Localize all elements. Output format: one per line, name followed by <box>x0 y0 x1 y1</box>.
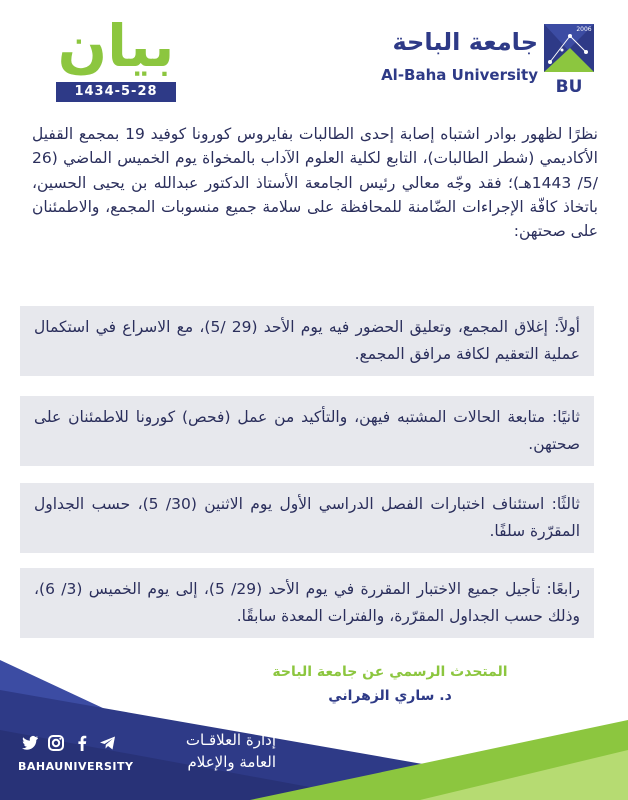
spokesman-title: المتحدث الرسمي عن جامعة الباحة <box>272 664 508 680</box>
twitter-icon[interactable] <box>20 733 40 753</box>
statement-date: 1434-5-28 <box>56 82 176 102</box>
social-icons <box>20 733 130 753</box>
statement-header <box>56 14 176 102</box>
university-emblem-icon <box>540 22 598 98</box>
facebook-icon[interactable] <box>72 733 92 753</box>
logo-english-name: Al-Baha University <box>381 66 538 84</box>
university-logo <box>378 22 598 100</box>
telegram-icon[interactable] <box>98 733 118 753</box>
department-line-2: العامة والإعلام <box>187 753 276 771</box>
statement-point-1: أولاً: إغلاق المجمع، وتعليق الحضور فيه يوم الأحد (29 /5)، مع الاسراع في استكمال عملية التعقيم لكافة مرافق المجمع. <box>20 306 594 376</box>
spokesman-name: د. ساري الزهراني <box>328 688 452 704</box>
statement-point-3: ثالثًا: استئناف اختبارات الفصل الدراسي الأول يوم الاثنين (30/ 5)، حسب الجداول المقرّرة سلفًا. <box>20 483 594 553</box>
statement-intro: نظرًا لظهور بوادر اشتباه إصابة إحدى الطالبات بفايروس كورونا كوفيد 19 بمجمع القفيل الأكاديمي (شطر الطالبات)، التابع لكلية العلوم الآداب بالمخواة يوم الخميس الماضي (26 /5/ 1443هـ)؛ فقد وجّه معالي رئيس الجامعة الأستاذ الدكتور عبدالله بن يحيى الحسين، باتخاذ كافّة الإجراءات الضّامنة للمحافظة على سلامة جميع منسوبات المجمع، والاطمئنان على صحتهن: <box>32 125 598 241</box>
statement-title: بيان <box>57 12 175 80</box>
instagram-icon[interactable] <box>46 733 66 753</box>
statement-point-4: رابعًا: تأجيل جميع الاختبار المقررة في يوم الأحد (29/ 5)، إلى يوم الخميس (3/ 6)، وذلك حسب الجداول المقرّرة، والفترات المعدة سابقًا. <box>20 568 594 638</box>
logo-year: 2006 <box>576 26 592 33</box>
footer-decoration <box>0 620 628 800</box>
spokesman-signature <box>270 661 510 709</box>
social-handle: BAHAUNIVERSITY <box>18 760 134 773</box>
logo-initials: BU <box>555 77 583 97</box>
department-line-1: إدارة العلاقـات <box>185 731 276 749</box>
logo-arabic-name: جامعة الباحة <box>392 28 538 56</box>
statement-point-2: ثانيًا: متابعة الحالات المشتبه فيهن، والتأكيد من عمل (فحص) كورونا للاطمئنان على صحتهن. <box>20 396 594 466</box>
department-name <box>150 729 276 773</box>
